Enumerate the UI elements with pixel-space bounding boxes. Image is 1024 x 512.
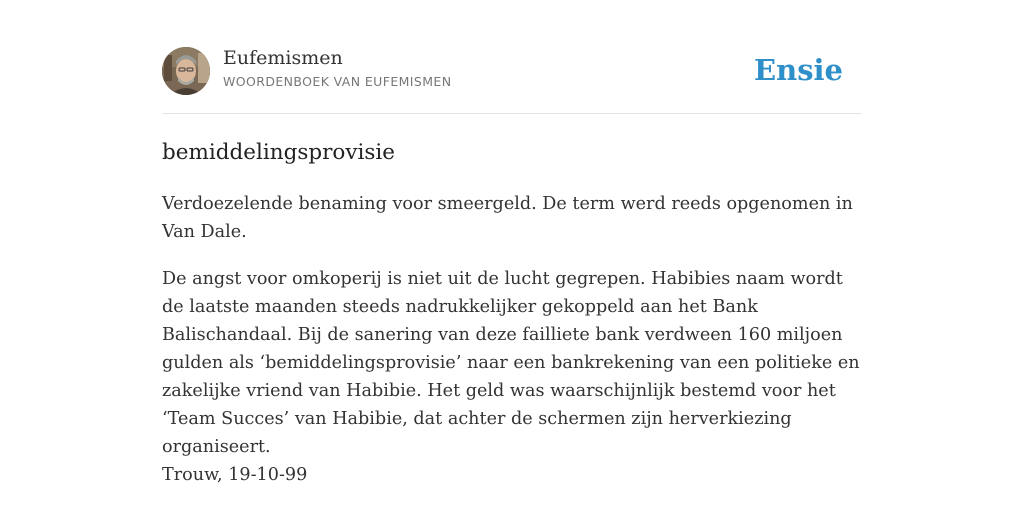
author-avatar[interactable] (162, 47, 210, 95)
avatar-portrait-icon (162, 47, 210, 95)
entry-body (162, 190, 866, 480)
entry-source: Trouw, 19-10-99 (162, 465, 308, 485)
author-subtitle[interactable]: WOORDENBOEK VAN EUFEMISMEN (223, 74, 452, 89)
author-name[interactable]: Eufemismen (223, 47, 343, 69)
header (162, 46, 862, 96)
brand-logo[interactable]: Ensie (754, 53, 843, 87)
header-divider (162, 113, 862, 114)
entry-title: bemiddelingsprovisie (162, 140, 396, 165)
entry-definition: Verdoezelende benaming voor smeergeld. De term werd reeds opgenomen in Van Dale. (162, 194, 853, 242)
entry-example: De angst voor omkoperij is niet uit de lucht gegrepen. Habibies naam wordt de laatste maanden steeds nadrukkelijker gekoppeld aan het Bank Balischandaal. Bij de sanering van deze failliete bank verdween 160 miljoen gulden als ‘bemiddelingsprovisie’ naar een bankrekening van een politieke en zakelijke vriend van Habibie. Het geld was waarschijnlijk bestemd voor het ‘Team Succes’ van Habibie, dat achter de schermen zijn herverkiezing organiseert. (162, 269, 860, 457)
